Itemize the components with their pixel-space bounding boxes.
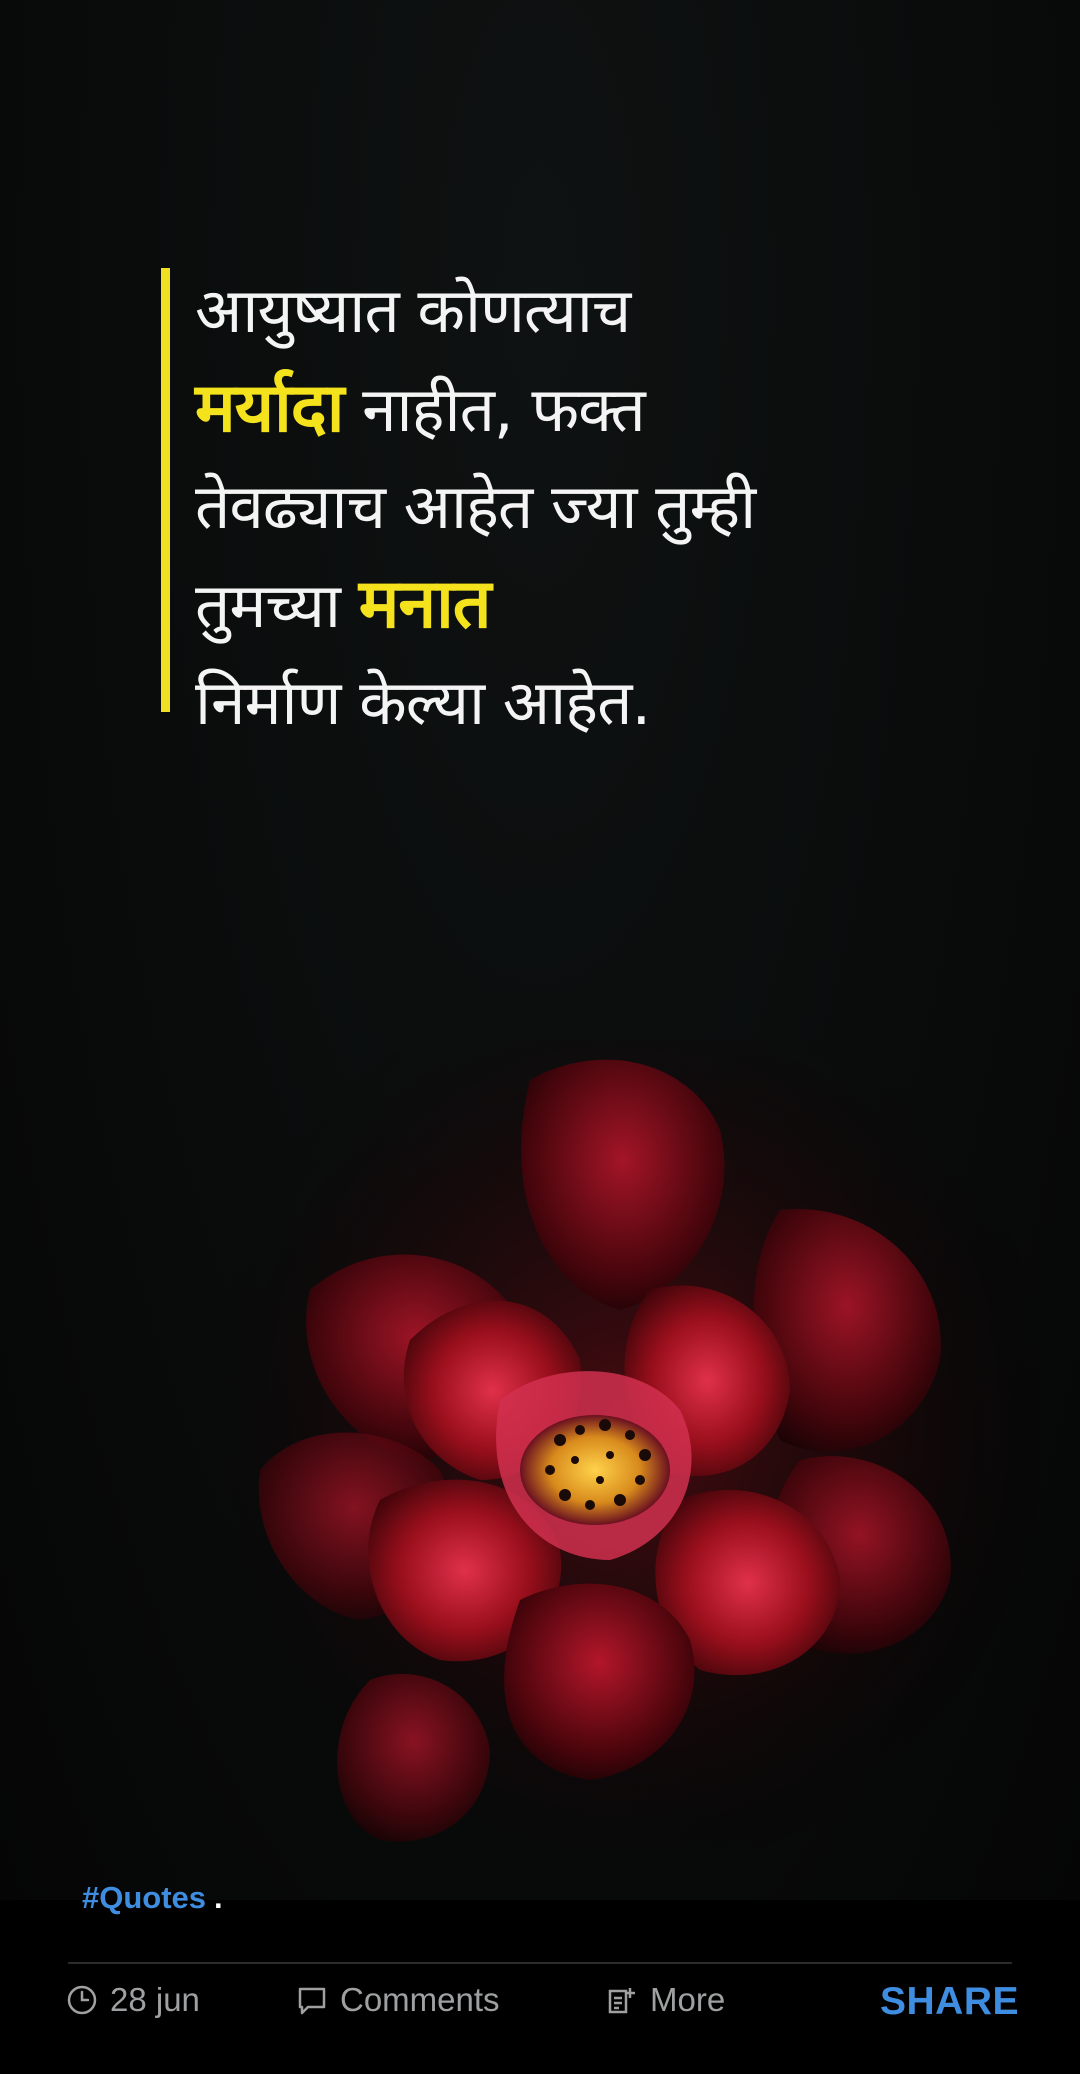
post-date	[66, 1975, 200, 2025]
quote-accent-bar	[161, 268, 170, 712]
comments-label: Comments	[340, 1981, 500, 2018]
quote-line-3: तेवढ्याच आहेत ज्या तुम्ही	[195, 470, 756, 543]
quote-line-4-start: तुमच्या	[195, 569, 359, 642]
footer-divider	[68, 1962, 1012, 1964]
more-button[interactable]	[606, 1975, 725, 2025]
quote-line-1: आयुष्यात कोणत्याच	[195, 274, 631, 347]
quote-highlight-word-1: मर्यादा	[195, 369, 344, 448]
red-flower-illustration	[220, 1040, 1040, 1900]
share-button[interactable]: SHARE	[880, 1980, 1020, 2023]
quote-line-5: निर्माण केल्या आहेत.	[195, 666, 651, 739]
quote-line-4	[195, 556, 755, 654]
comments-button[interactable]	[296, 1975, 500, 2025]
clock-icon	[66, 1984, 98, 2016]
quote-text	[195, 262, 755, 752]
tag-row	[82, 1880, 223, 1916]
comment-icon	[296, 1984, 328, 2016]
tag-separator: .	[214, 1880, 223, 1915]
more-label: More	[650, 1981, 726, 2018]
quote-line-2-rest: नाहीत, फक्त	[343, 373, 645, 446]
quote-line-2	[195, 360, 755, 458]
edit-note-icon	[606, 1984, 638, 2016]
date-label: 28 jun	[110, 1981, 200, 2018]
quote-highlight-word-2: मनात	[358, 565, 491, 644]
hashtag-link[interactable]: #Quotes	[82, 1880, 207, 1915]
